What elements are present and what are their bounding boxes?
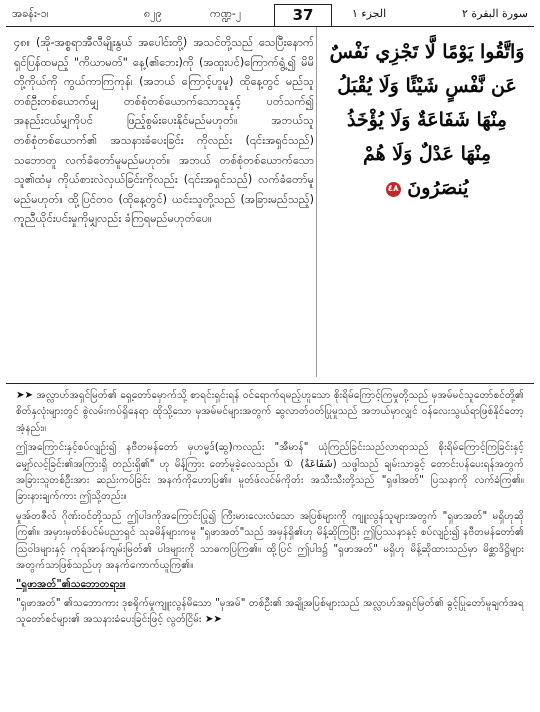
arabic-line: مِنْهَا عَدْلٌ وَلَا هُمْ — [362, 143, 492, 165]
page-number: 37 — [274, 4, 332, 26]
header-section: ကဏ္ဍ-၂ — [210, 7, 242, 20]
commentary-paragraph: ဤအကြောင်းနှင့်စပ်လျဉ်း၍ နဗီတမန်တော် မှဟမ္မဒ်(ဆွ)ကလည်း "အီမာန်" ယုံကြည်ခြင်းသည်လာရာသည် စိုးရိမ်ကြောင့်ကြခြင်းနှင့် မျှော်လင့်ခြင်း၏အကြားရှိ တည်းရှိ၏" ဟု မိန့်ကြား တော်မူခဲ့လေသည်။ ① (شَفَاعَةٌ) သဖ္ဖါသည် ချမ်းသာခွင့် တောင်းပန်ပေးရန်အတွက် အခြားသူတစ်ဦးအား ဆည်းကပ်ခြင်း အနက်ကိုဟောပြ၏။ မူတ်ဖ်လင်မ်ကိုတ်း အသီးသီးတို့သည် "ရှဖါအတ်" ပြသနာကို လက်ခံကြ၏။ ခြားနားချက်ကား ဤသို့တည်း။ — [16, 442, 524, 503]
verse-translation: ၄၈။ (အို-အစ္စရာအီလီမျိုးနွယ် အပေါင်းတို့) အသင်တို့သည် သေပြီးနောက် ရှင်ပြန်ထမည့် "ကိယာမတ်" နေ့(၏ဘေး)ကို (အထူးပင်)ကြောက်ရွံ့၍ မိမိတို့ကိုယ်ကို ကွယ်ကာကြကုန်၊ (အဘယ် ကြောင့်ဟူမူ) ထိုနေ့တွင် မည်သူတစ်ဦးတစ်ယောက်မျှ တစ်စုံတစ်ယောက်သောသူနှင့် ပတ်သက်၍ အနည်းငယ်မျှကိုပင် ဖြည့်စွမ်းပေးနိုင်မည်မဟုတ်။ အဘယ်သူ တစ်စုံတစ်ယောက်၏ အသနားခံပေးခြင်း ကိုလည်း (၎င်းအရှင်သည်) သဘောတူ လက်ခံတော်မူမည်မဟုတ်။ အဘယ် တစ်စုံတစ်ယောက်သော သူ၏ထံမှ ကိုယ်စားလဲလှယ်ခြင်းကိုလည်း (၎င်းအရှင်သည်) လက်ခံတော်မူမည်မဟုတ်။ ထို့ပြင်တဝ (ထိုနေ့တွင်) ယင်းသူတို့သည် (အခြားမည်သည့်) ကူညီယိုင်းပင်းမှုကိုမျှလည်း ခံကြရမည်မဟုတ်ပေ။ — [14, 36, 314, 226]
arabic-line-text: يُنصَرُونَ — [407, 177, 469, 199]
column-divider — [316, 27, 317, 377]
ayah-number-icon: ٤٨ — [386, 182, 401, 197]
arabic-line: مِنْهَا شَفَاعَةٌ وَلَا يُؤْخَذُ — [347, 109, 507, 131]
header-chapter: အခန်း-၁၊ — [12, 7, 49, 20]
verse-block — [6, 27, 534, 383]
header-number: ၈၂၉ — [144, 7, 162, 20]
commentary-paragraph: "ရှဖာအတ်" ၏သဘောကား ဒုစရိုက်မှုကျူးလွန်မိသော "မှအမ်" တစ်ဦး၏ အချို့အပြစ်များသည် အလ္လာဟ်အရှင်မြတ်၏ ခွင့်ပြုတော်မူချက်အရ သူတော်စင်များ၏ အသနားခံပေးခြင်းဖြင့် လွတ်ငြိမ်း ➤➤ — [16, 597, 524, 626]
arabic-line: عَن نَّفْسٍ شَيْئًا وَلَا يُقْبَلُ — [337, 75, 517, 97]
arabic-line — [324, 171, 530, 205]
page-header — [6, 4, 534, 27]
arabic-verse — [324, 35, 530, 205]
header-surah: سورة البقرة ٢ — [461, 7, 528, 20]
commentary-paragraph: ➤➤ အလ္လာဟ်အရှင်မြတ်၏ ရှေ့တော်မှောက်သို့ စာရင်းရှင်းရန် ဝင်ရောက်ရမည့်ဟူသော စိုးရိမ်ကြောင့်ကြမှုတို့သည် မှအမ်မင်သူတော်စင်တို့၏ စိတ်နှလုံးများတွင် စွဲလမ်းကပ်ရှိနေရာ ထိုသို့သော မှအမ်မင်များအတွက် ဆွလာတ်ဝတ်ပြုမှုသည် အဘယ်မှာလျှင် ဝန်လေးသွယ်ရာဖြစ်နိုင်တော့အံ့နည်း။ — [16, 390, 524, 434]
commentary-paragraph: မှုအ်တဇီလ် ဂိုဏ်းဝင်တို့သည် ဤပါဒကိုအကြောင်းပြု၍ ကြီးမားလေးလံသော အပြစ်များကို ကျူးလွန်သူများအတွက် "ရှဖာအတ်" မရှိဟုဆိုကြ၏။ အမှားမှတ်စ်ပင်မ်ပညာရှင် သုခမိန်များကမူ "ရှဖာအတ်"သည် အမှန်ရှိ၏ဟု မိန့်ဆိုကြပြီး ဤပြဿနာနှင့် စပ်လျဉ်း၍ နဗီတမန်တော်၏ သြဝါဒများနှင့် ကုရ်အာန်ကျမ်းမြတ်၏ ပါဒများကို သာဓကပြကြ၏။ ထို့ပြင် ဤပါဒ၌ "ရှဖာအတ်" မရှိဟု မိန့်ဆိုထားသည်မှာ မိစ္ဆာဒိဋ္ဌိများ အတွက်သာဖြစ်သည်ဟု အနက်ကောက်ယူကြ၏။ — [16, 510, 524, 572]
commentary — [6, 384, 534, 629]
header-juz: الجزء ١ — [352, 7, 387, 20]
commentary-subheading: "ရှဖာအတ်"၏သဘောတရား။ — [16, 579, 126, 591]
arabic-line: وَاتَّقُوا يَوْمًا لَّا تَجْزِي نَفْسٌ — [329, 41, 525, 63]
